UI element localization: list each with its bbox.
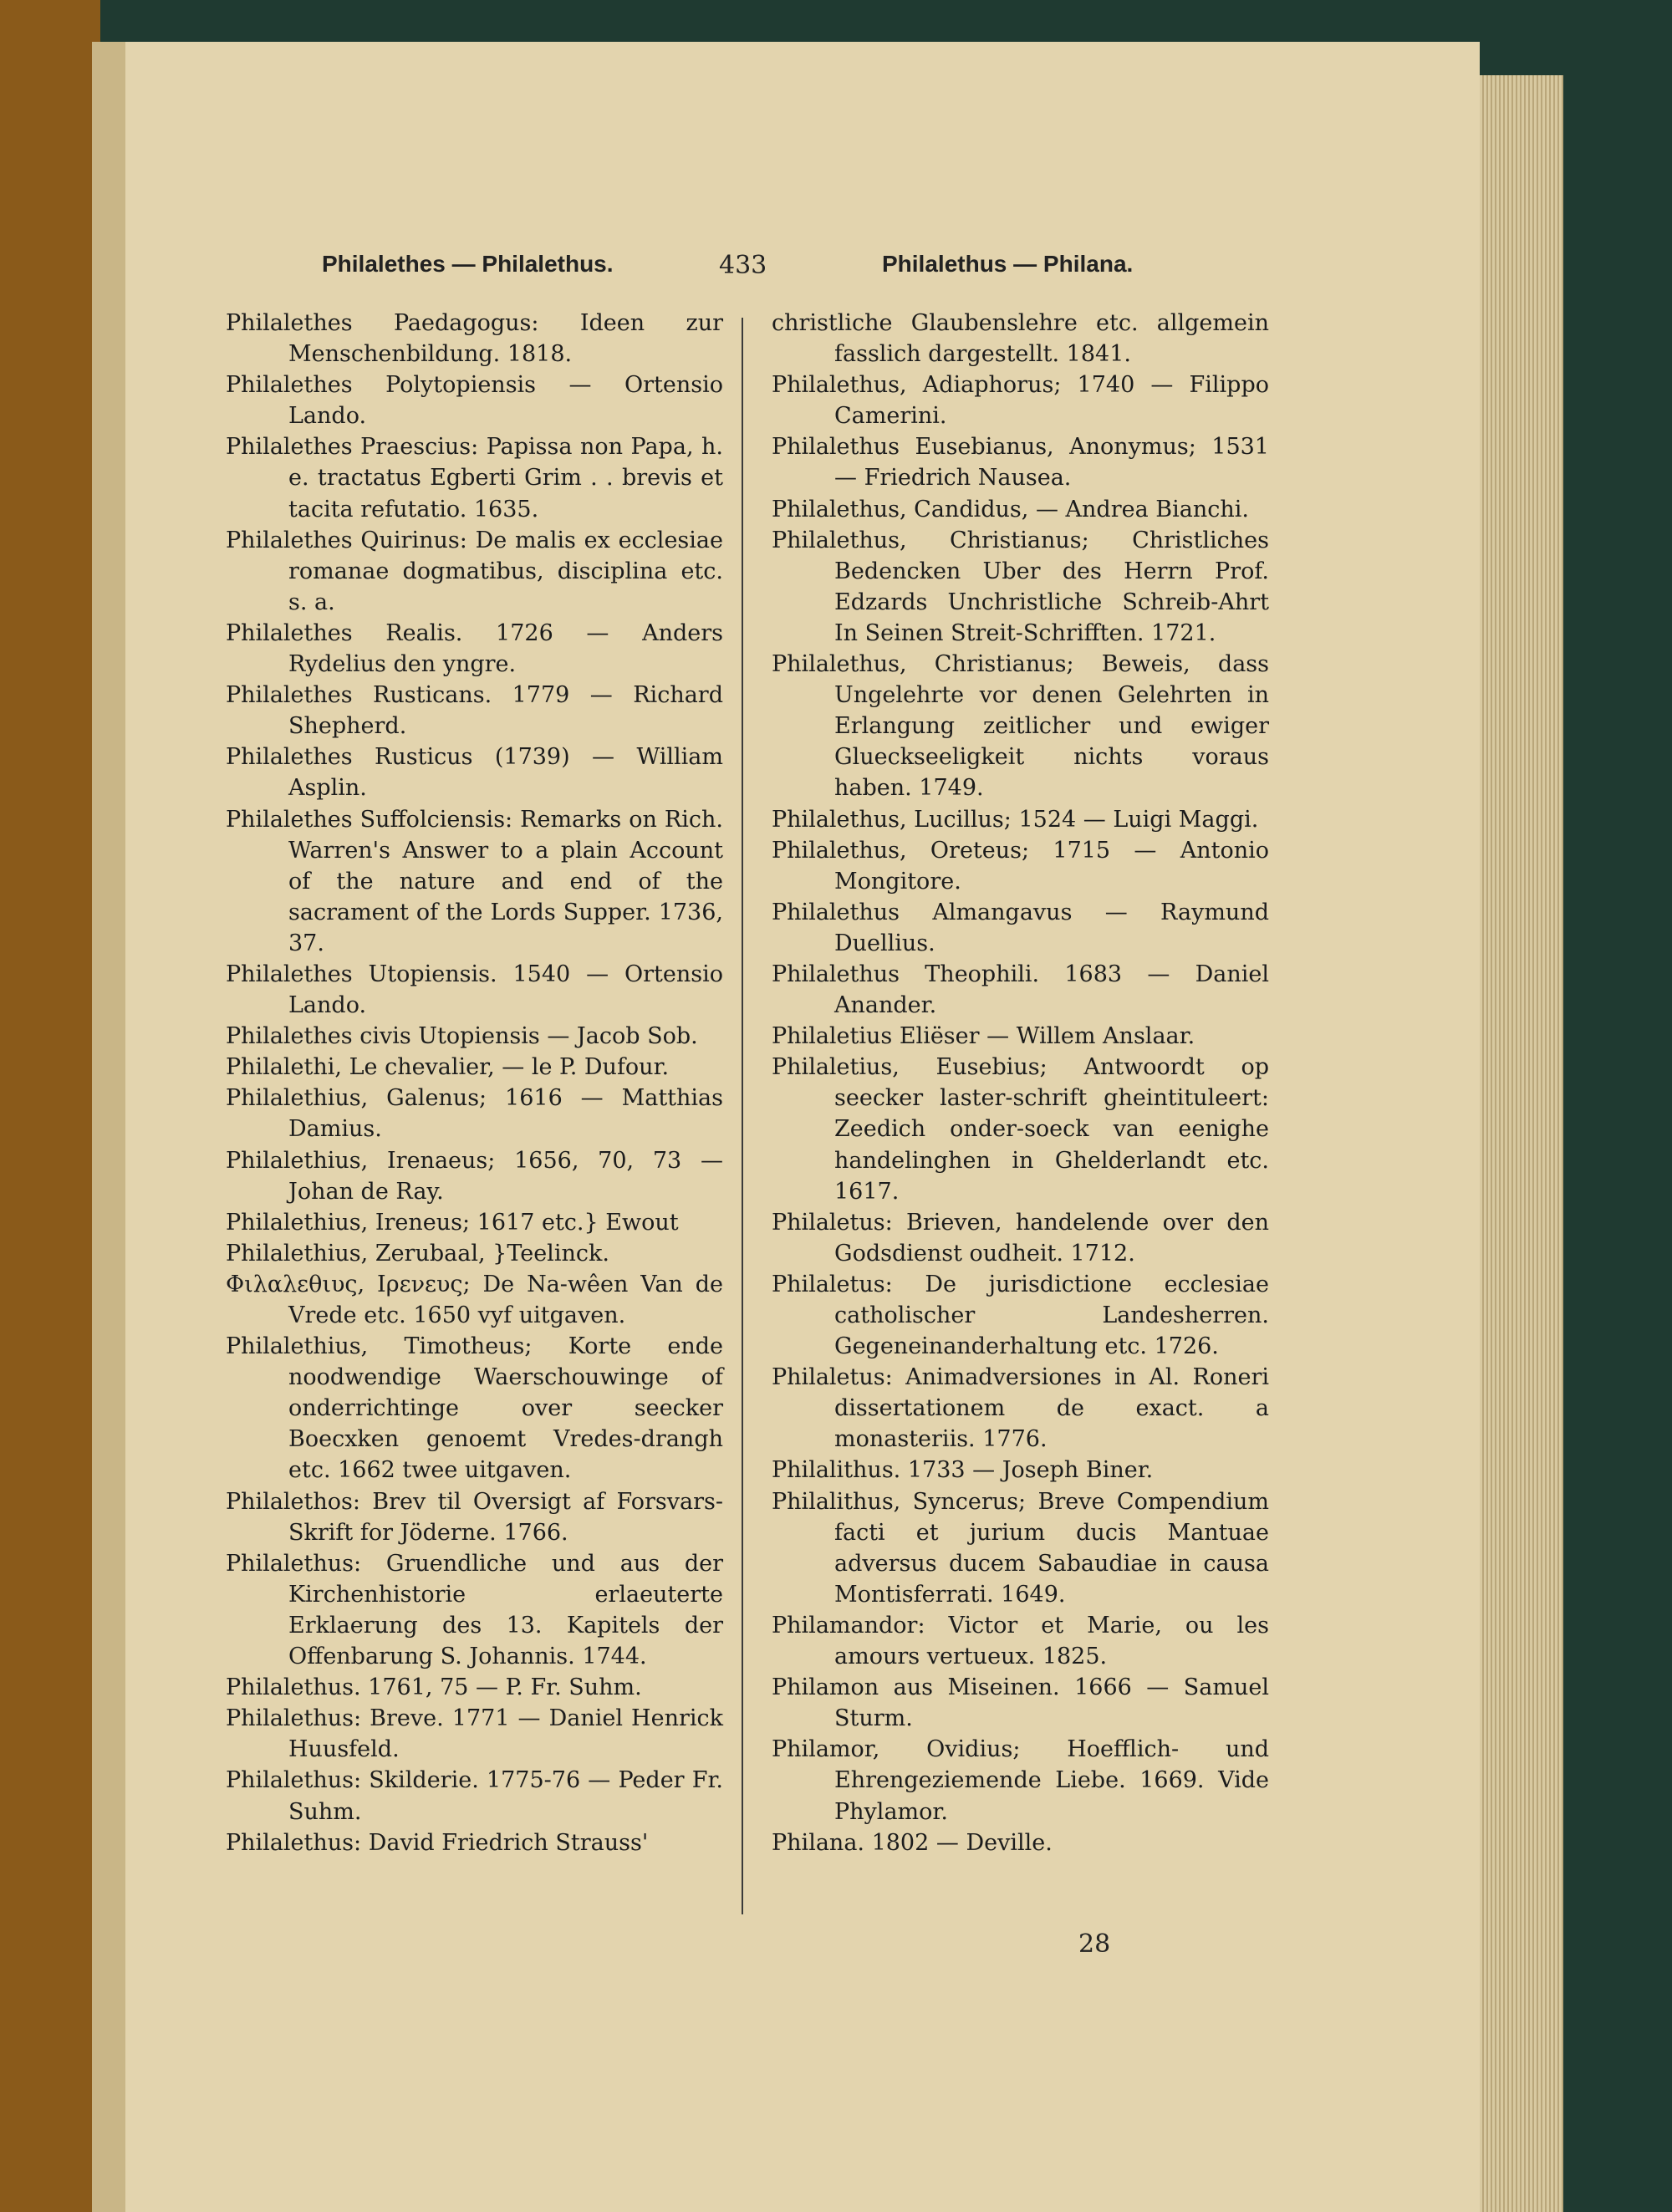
entry: Philalethos: Brev til Oversigt af Forsvars-Skrift for Jöderne. 1766. bbox=[226, 1488, 723, 1546]
entry: Philalethus: Skilderie. 1775-76 — Peder Fr. Suhm. bbox=[226, 1767, 723, 1825]
entry: Philaletus: Brieven, handelende over den Godsdienst oudheit. 1712. bbox=[772, 1209, 1269, 1267]
entry: Philalethus. 1761, 75 — P. Fr. Suhm. bbox=[226, 1674, 642, 1701]
entry: Philalethes Rusticus (1739) — William Asplin. bbox=[226, 744, 723, 802]
entry: Philalethus Almangavus — Raymund Duellius. bbox=[772, 899, 1269, 956]
entry: Philalethius, Ireneus; 1617 etc.} Ewout bbox=[226, 1209, 679, 1236]
entry: Philaletus: Animadversiones in Al. Roneri dissertationem de exact. a monasteriis. 1776. bbox=[772, 1364, 1269, 1453]
header-right: Philalethus — Philana. bbox=[882, 251, 1134, 277]
entry: Philaletius, Eusebius; Antwoordt op seecker laster-schrift gheintituleert: Zeedich onder-soeck van eenighe handelinghen in Ghelderlandt etc. 1617. bbox=[772, 1054, 1269, 1205]
page-gutter bbox=[92, 42, 125, 2212]
entry: Philamor, Ovidius; Hoefflich- und Ehrengeziemende Liebe. 1669. Vide Phylamor. bbox=[772, 1736, 1269, 1825]
entry: Philalethes Utopiensis. 1540 — Ortensio Lando. bbox=[226, 961, 723, 1019]
entry: Philalithus. 1733 — Joseph Biner. bbox=[772, 1457, 1154, 1484]
entry: Philalethes Quirinus: De malis ex ecclesiae romanae dogmatibus, disciplina etc. s. a. bbox=[226, 527, 723, 615]
entry: Φιλαλεθιυς, Ιρενευς; De Na-wêen Van de Vrede etc. 1650 vyf uitgaven. bbox=[226, 1271, 723, 1328]
entry: Philalethus: Breve. 1771 — Daniel Henrick Huusfeld. bbox=[226, 1705, 723, 1763]
left-column bbox=[226, 308, 723, 1858]
entry: Philalethius, Zerubaal, }Teelinck. bbox=[226, 1240, 609, 1267]
header-left: Philalethes — Philalethus. bbox=[322, 251, 614, 277]
entry: Philalethi, Le chevalier, — le P. Dufour. bbox=[226, 1054, 670, 1081]
entry: Philamon aus Miseinen. 1666 — Samuel Sturm. bbox=[772, 1674, 1269, 1732]
entry: Philalethus, Candidus, — Andrea Bianchi. bbox=[772, 496, 1249, 522]
entry-continuation: christliche Glaubenslehre etc. allgemein fasslich dargestellt. 1841. bbox=[772, 310, 1269, 368]
right-column bbox=[772, 308, 1269, 1858]
entry: Philalethius, Galenus; 1616 — Matthias Damius. bbox=[226, 1085, 723, 1143]
entry: Philalethus Eusebianus, Anonymus; 1531 — Friedrich Nausea. bbox=[772, 434, 1269, 492]
entry: Philalethius, Irenaeus; 1656, 70, 73 — Johan de Ray. bbox=[226, 1147, 723, 1205]
book-cover-left bbox=[0, 0, 100, 2212]
entry: Philalethes Praescius: Papissa non Papa, h. e. tractatus Egberti Grim . . brevis et tacita refutatio. 1635. bbox=[226, 434, 723, 522]
entry: Philalethus, Lucillus; 1524 — Luigi Maggi. bbox=[772, 806, 1259, 833]
entry: Philalethius, Timotheus; Korte ende noodwendige Waerschouwinge of onderrichtinge over seecker Boecxken genoemt Vredes-drangh etc. 1662 twee uitgaven. bbox=[226, 1333, 723, 1484]
entry: Philalethes Suffolciensis: Remarks on Rich. Warren's Answer to a plain Account of the nature and end of the sacrament of the Lords Supper. 1736, 37. bbox=[226, 806, 723, 956]
entry: Philalethes Realis. 1726 — Anders Rydelius den yngre. bbox=[226, 619, 723, 678]
entry: Philalethus, Oreteus; 1715 — Antonio Mongitore. bbox=[772, 837, 1269, 894]
page-edges bbox=[1480, 75, 1563, 2212]
entry: Philalethus, Adiaphorus; 1740 — Filippo Camerini. bbox=[772, 372, 1269, 430]
entry: Philalethus: David Friedrich Strauss' bbox=[226, 1829, 649, 1856]
entry: Philalithus, Syncerus; Breve Compendium facti et jurium ducis Mantuae adversus ducem Sabaudiae in causa Montisferrati. 1649. bbox=[772, 1488, 1269, 1608]
entry: Philana. 1802 — Deville. bbox=[772, 1829, 1053, 1856]
column-divider bbox=[742, 318, 743, 1914]
entry: Philalethes Polytopiensis — Ortensio Lando. bbox=[226, 372, 723, 430]
entry: Philalethus: Gruendliche und aus der Kirchenhistorie erlaeuterte Erklaerung des 13. Kapitels der Offenbarung S. Johannis. 1744. bbox=[226, 1550, 723, 1670]
entry: Philamandor: Victor et Marie, ou les amours vertueux. 1825. bbox=[772, 1612, 1269, 1670]
entry: Philalethus Theophili. 1683 — Daniel Anander. bbox=[772, 961, 1269, 1019]
entry: Philalethes Paedagogus: Ideen zur Menschenbildung. 1818. bbox=[226, 310, 723, 368]
running-header bbox=[176, 251, 1287, 293]
signature-mark: 28 bbox=[1078, 1929, 1111, 1959]
entry: Philaletus: De jurisdictione ecclesiae catholischer Landesherren. Gegeneinanderhaltung etc. 1726. bbox=[772, 1271, 1269, 1360]
entry: Philalethus, Christianus; Beweis, dass Ungelehrte vor denen Gelehrten in Erlangung zeitlicher und ewiger Glueckseeligkeit nichts voraus haben. 1749. bbox=[772, 651, 1269, 802]
entry: Philalethes civis Utopiensis — Jacob Sob. bbox=[226, 1023, 698, 1050]
entry: Philalethes Rusticans. 1779 — Richard Shepherd. bbox=[226, 682, 723, 740]
page-number: 433 bbox=[719, 251, 767, 280]
entry: Philalethus, Christianus; Christliches Bedencken Uber des Herrn Prof. Edzards Unchristliche Schreib-Ahrt In Seinen Streit-Schrifften. 1721. bbox=[772, 527, 1269, 646]
entry: Philaletius Eliëser — Willem Anslaar. bbox=[772, 1023, 1195, 1050]
